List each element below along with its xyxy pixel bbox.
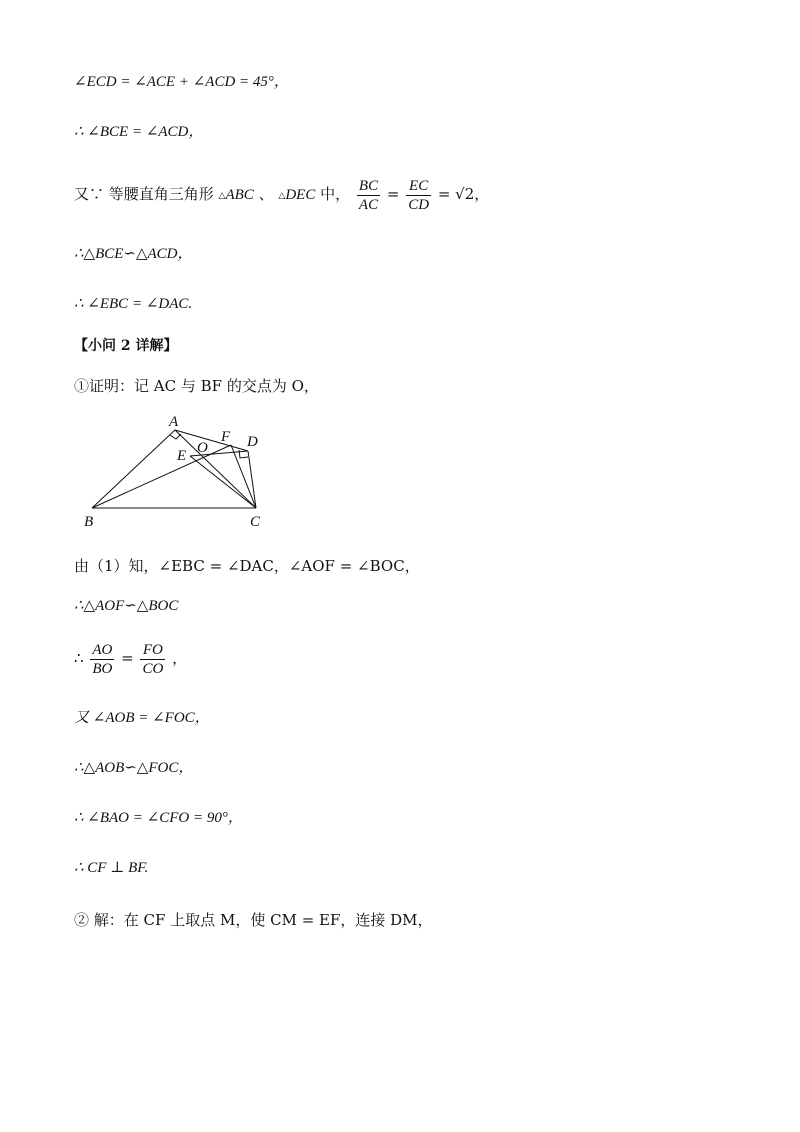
triangle-dec: DEC — [285, 187, 316, 203]
frac-num: AO — [92, 641, 113, 658]
text-line-13: ∴ CF ⊥ BF. — [74, 860, 149, 876]
text-line-14: ② 解：在 CF 上取点 M，使 CM = EF，连接 DM， — [74, 911, 433, 929]
frac-num: FO — [140, 641, 165, 660]
text-line-5: ∴ ∠EBC = ∠DAC. — [74, 296, 193, 312]
text-line-6: ①证明：记 AC 与 BF 的交点为 O， — [74, 377, 319, 395]
frac-num: BC — [358, 177, 379, 194]
triangle-abc: ABC — [225, 187, 254, 203]
line3-sep: 、 — [258, 185, 274, 203]
fraction-ao-bo — [90, 641, 114, 678]
label-a: A — [169, 414, 179, 430]
line3-mid: 中， — [320, 185, 351, 203]
geometry-figure — [80, 412, 280, 532]
text-line-9 — [74, 638, 187, 678]
therefore-sign: ∴ — [74, 649, 84, 667]
label-f: F — [221, 429, 231, 445]
line3-prefix: 又∵ 等腰直角三角形 — [74, 185, 214, 203]
text-line-10: 又 ∠AOB = ∠FOC， — [74, 710, 210, 726]
equals-sign: = — [386, 185, 400, 203]
fraction-ec-cd — [406, 177, 431, 214]
label-e: E — [177, 448, 187, 464]
frac-den: CO — [142, 660, 164, 677]
segment-dc — [248, 451, 256, 508]
section-heading: 【小问 2 详解】 — [74, 338, 178, 354]
text-line-11: ∴△AOB∽△FOC， — [74, 760, 194, 776]
text-line-3 — [74, 174, 489, 216]
segment-ba — [92, 430, 175, 508]
text-line-1: ∠ECD = ∠ACE + ∠ACD = 45°， — [74, 74, 289, 90]
fraction-fo-co — [140, 641, 165, 678]
frac-den: AC — [358, 196, 379, 213]
text-line-12: ∴ ∠BAO = ∠CFO = 90°， — [74, 810, 243, 826]
frac-num: EC — [406, 177, 431, 196]
label-o: O — [197, 440, 208, 456]
text-line-7: 由（1）知，∠EBC = ∠DAC，∠AOF = ∠BOC， — [74, 557, 420, 575]
frac-den: CD — [408, 196, 430, 213]
triangle-icon: △ — [218, 191, 226, 201]
fraction-bc-ac — [357, 177, 380, 214]
text-line-2: ∴ ∠BCE = ∠ACD， — [74, 124, 204, 140]
label-d: D — [247, 434, 258, 450]
frac-den: BO — [92, 660, 113, 677]
line9-tail: ， — [172, 649, 188, 667]
label-b: B — [84, 514, 94, 530]
equals-sign: = — [121, 649, 134, 667]
text-line-8: ∴△AOF∽△BOC — [74, 598, 179, 614]
text-line-4: ∴△BCE∽△ACD， — [74, 246, 193, 262]
label-c: C — [250, 514, 261, 530]
line3-tail: = √2， — [437, 185, 490, 203]
triangle-icon: △ — [278, 191, 286, 201]
